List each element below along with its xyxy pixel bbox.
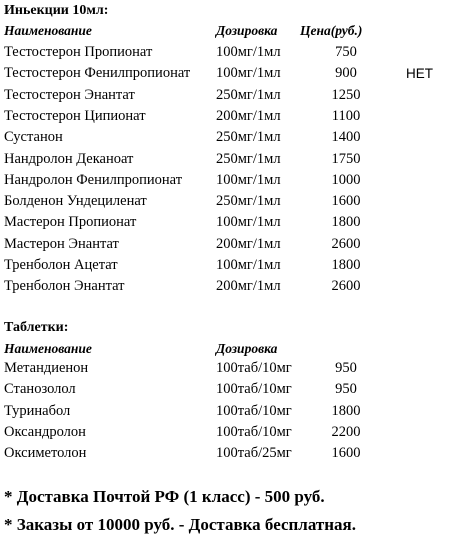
- item-dose: 250мг/1мл: [216, 150, 281, 167]
- table-row: [0, 191, 449, 212]
- item-name: Оксандролон: [4, 423, 86, 440]
- table-row: [0, 106, 449, 127]
- item-dose: 100мг/1мл: [216, 214, 281, 231]
- table-row: [0, 42, 449, 63]
- item-dose: 100таб/25мг: [216, 445, 292, 462]
- free-delivery-note: * Заказы от 10000 руб. - Доставка бесплатная.: [4, 515, 356, 534]
- item-dose: 250мг/1мл: [216, 193, 281, 210]
- item-name: Мастерон Пропионат: [4, 214, 137, 231]
- item-name: Станозолол: [4, 381, 76, 398]
- item-name: Тестостерон Ципионат: [4, 107, 146, 124]
- item-dose: 200мг/1мл: [216, 235, 281, 252]
- item-name: Нандролон Фенилпропионат: [4, 171, 183, 188]
- item-dose: 250мг/1мл: [216, 129, 281, 146]
- item-dose: 100мг/1мл: [216, 65, 281, 82]
- column-price-header: Цена(руб.): [300, 23, 363, 38]
- item-dose: 100мг/1мл: [216, 257, 281, 273]
- item-dose: 100мг/1мл: [216, 44, 281, 60]
- item-price: 750: [335, 44, 357, 60]
- item-name: Нандролон Деканоат: [4, 150, 134, 167]
- item-price: 2200: [331, 423, 361, 440]
- column-dose-header: Дозировка: [216, 341, 278, 356]
- item-name: Болденон Ундециленат: [4, 193, 147, 210]
- table-row: [0, 443, 449, 464]
- item-dose: 100таб/10мг: [216, 381, 292, 398]
- table-row: [0, 127, 449, 148]
- tablets-title: Таблетки:: [4, 320, 69, 335]
- item-price: 1600: [331, 193, 361, 210]
- table-row: [0, 149, 449, 170]
- item-dose: 100таб/10мг: [216, 423, 292, 440]
- item-name: Мастерон Энантат: [4, 235, 119, 252]
- item-price: 1800: [331, 402, 361, 419]
- column-dose-header: Дозировка: [216, 23, 278, 38]
- item-name: Тестостерон Энантат: [4, 86, 135, 103]
- item-price: 950: [335, 360, 357, 376]
- table-row: [0, 234, 449, 255]
- item-price: 1600: [331, 445, 361, 462]
- item-name: Тестостерон Пропионат: [4, 44, 153, 60]
- item-name: Метандиенон: [4, 360, 89, 376]
- table-row: [0, 401, 449, 422]
- item-price: 1400: [331, 129, 361, 146]
- table-row: [0, 170, 449, 191]
- injections-title: Иньекции 10мл:: [4, 3, 109, 18]
- item-price: 2600: [331, 235, 361, 252]
- table-row: [0, 63, 449, 84]
- table-row: [0, 358, 449, 379]
- item-dose: 100таб/10мг: [216, 402, 292, 419]
- table-row: [0, 85, 449, 106]
- item-price: 1750: [331, 150, 361, 167]
- column-name-header: Наименование: [4, 23, 92, 38]
- item-dose: 100мг/1мл: [216, 171, 281, 188]
- column-name-header: Наименование: [4, 341, 92, 356]
- item-price: 2600: [331, 278, 361, 295]
- item-price: 1250: [331, 86, 361, 103]
- item-dose: 100таб/10мг: [216, 360, 292, 376]
- item-name: Тренболон Ацетат: [4, 257, 118, 273]
- item-dose: 250мг/1мл: [216, 86, 281, 103]
- item-price: 950: [335, 381, 357, 398]
- item-price: 1800: [331, 257, 361, 273]
- injections-header-row: [0, 20, 449, 41]
- item-price: 1800: [331, 214, 361, 231]
- table-row: [0, 379, 449, 400]
- item-price: 900: [335, 65, 357, 82]
- item-note: НЕТ: [406, 66, 433, 82]
- item-name: Тестостерон Фенилпропионат: [4, 65, 191, 82]
- item-name: Оксиметолон: [4, 445, 87, 462]
- tablets-header-row: [0, 338, 449, 359]
- delivery-note: * Доставка Почтой РФ (1 класс) - 500 руб.: [4, 487, 325, 506]
- item-price: 1100: [331, 107, 361, 124]
- item-dose: 200мг/1мл: [216, 107, 281, 124]
- item-price: 1000: [331, 171, 361, 188]
- item-name: Тренболон Энантат: [4, 278, 125, 295]
- item-dose: 200мг/1мл: [216, 278, 281, 295]
- item-name: Туринабол: [4, 402, 71, 419]
- table-row: [0, 276, 449, 297]
- table-row: [0, 422, 449, 443]
- table-row: [0, 255, 449, 276]
- table-row: [0, 212, 449, 233]
- item-name: Сустанон: [4, 129, 63, 146]
